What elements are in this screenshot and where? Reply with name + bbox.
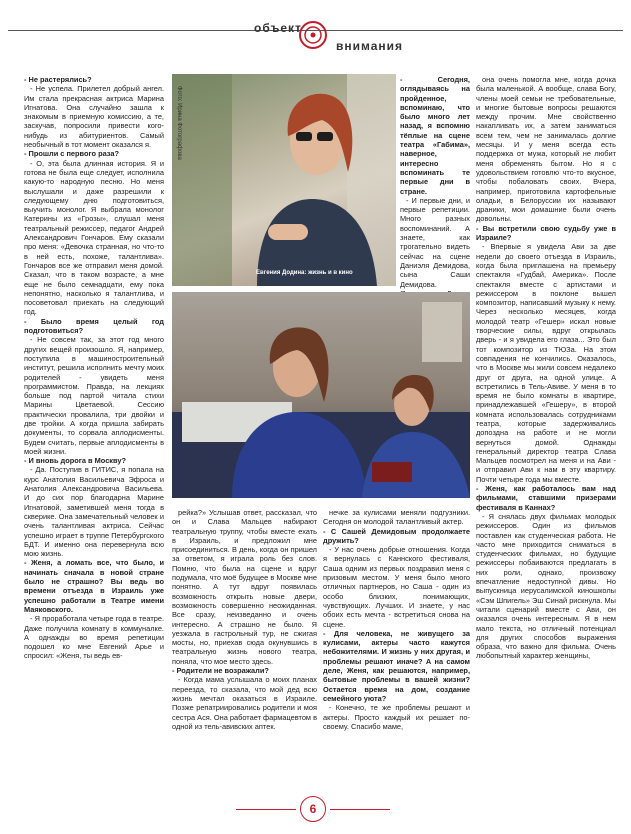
target-logo-icon (298, 20, 328, 50)
column-2-bottom (172, 508, 317, 731)
interview-question: - Прошли с первого раза? (24, 149, 119, 159)
header-word-object: объект (254, 21, 302, 35)
interview-answer: - Впервые я увидела Ави за две недели до своего отъезда в Израиль, когда была приглашена на премьеру спектакля «Гудбай, Америка». После спектакля вместе с артистами и режиссером в поклоне вышел композитор, написавший музыку к нему. Через несколько месяцев, когда молодой театр «Гешер» искал новые творческие силы, вдруг открылась дверь - и я увидела его глаза... Это был тот композитор из ТЮЗа. На этом совпадения не кончились. Оказалось, что в Москве мы жили совсем недалеко друг от друга, на одной улице. А встретились в Тель-Авиве. У меня в то время не было комнаты в квартире, принадлежавшей «Гешеру», в второй комната использовалась сотрудниками театра, которые задерживались допоздна на работе и не могли вернуться домой. Однажды генеральный директор театра Слава Мальцев посмотрел на меня и на Ави - и отправил Ави к нам в эту квартиру. Почти четыре года мы вместе. (476, 242, 616, 484)
interview-question: - Вы встретили свою судьбу уже в Израиле? (476, 223, 616, 243)
interview-question: - Для человека, не живущего за кулисами, актеры часто кажутся небожителями. И жизнь у них другая, и проблемы решают иначе? А на самом деле, Женя, как решаются, например, бытовые проблемы в вашей жизни? Остается время на дом, создание семейного уюта? (323, 628, 470, 703)
photo-sewing-workshop (172, 292, 470, 498)
interview-question: - Родители не возражали? (172, 666, 269, 676)
interview-answer: - Когда мама услышала о моих планах переезда, то сказала, что мой дед всю жизнь мечтал оказаться в Израиле. Позже репатриировались родители и моя сестра Ася. Она работает фармацевтом в одной из тель-авивских аптек. (172, 675, 317, 731)
interview-answer: она очень помогла мне, когда дочка была маленькой. А вообще, слава Богу, члены моей семьи не требовательные, и многие бытовые вопросы решаются между прочим. Мне свойственно накапливать их, а затем заниматься всем тем, чем не занималась долгие месяцы. И у меня всегда есть поддержка от мужа, который не любит меня обременять бытом. Но я с удовольствием готовлю что-то вкусное, чтобы побаловать своих. Вчера, например, приготовила картофельные оладьи, в Белоруссии их называют драники, мои домашние были очень довольны. (476, 75, 616, 224)
interview-answer: - О, эта была длинная история. Я и готова не была еще следует, исполнила какую-то народную песню. Но меня выслушали и даже разрешили к следующему дню подготовиться, выучить монолог. Я выбрала монолог Катерины из «Грозы», слушал меня театральный режиссер, педагог Андрей Александрович Гончаров. Ему сказали про меня: «Девочка странная, но что-то в ней есть, похоже, талантлива». Гончаров все же отправил меня домой. Сказал, что в таком возрасте, а мне еще не было семнадцати, ему пока непонятно, насколько я талантлива, и посоветовал приехать на следующий год. (24, 158, 164, 317)
column-4 (476, 75, 616, 661)
footer-rule-right (330, 809, 390, 810)
photo1-credit: Фото: Ирина Фотографова (176, 86, 182, 160)
photo-woman-with-sunglasses (172, 74, 396, 286)
header-word-attention: внимания (336, 39, 404, 53)
interview-question: - Сегодня, оглядываясь на пройденное, вспоминаю, что было много лет назад, я вспомню тёплые на сцене театра «Габима», наверное, интересно вспоминать те первые дни в стране. (400, 75, 470, 196)
interview-answer: - Я проработала четыре года в театре. Даже получила комнату в коммуналке. А однажды во время репетиции подошел ко мне Евгений Арье и спросил: «Женя, ты ведь ев- (24, 614, 164, 661)
interview-answer: нечке за кулисами меняли подгузники. Сегодня он молодой талантливый актер. (323, 508, 470, 527)
page-number: 6 (300, 796, 326, 822)
interview-answer: - Конечно, те же проблемы решают и актеры. Просто каждый их решает по-своему. Спасибо маме, (323, 703, 470, 731)
photo1-caption: Евгения Додина: жизнь и в кино (256, 270, 353, 276)
interview-answer: - Я снялась двух фильмах молодых режиссеров. Один из фильмов поставлен как студенческая работа. Не часто мне приходится сниматься в студенческих фильмах, но будущие режиссеры побаиваются предлагать в них роли, однако, произвожу впечатление недоступной дивы. Но выпускница иерусалимской киношколы «Сэм Шпигель» Эш Синай рискнула. Мы читали сценарий вместе с Ави, он оказался очень интересным. Я в нем мало текста, но отличный потенциал для других способов выражения образа, что важно для фильма. Очень любопытный характер женщины, (476, 511, 616, 661)
interview-question: - Женя, как работалось вам над фильмами, ставшими призерами фестиваля в Каннах? (476, 484, 616, 512)
column-3-bottom (323, 508, 470, 731)
interview-question: - Женя, а ломать все, что было, и начинать сначала в новой стране было не страшно? Вы ведь во времени отъезда в Израиль уже успешно работали в Театре имени Маяковского. (24, 558, 164, 614)
interview-answer: - Да. Поступив в ГИТИС, я попала на курс Анатолия Васильевича Эфроса и Анатолия Александровича Васильева. И до сих пор благодарна Марине Игнатовой, заметившей меня тогда в скверике. Она замечательный человек и очень талантливая актриса. Сейчас успешно играет в труппе Петербургского БДТ. И именно она перевернула всю мою жизнь. (24, 465, 164, 559)
interview-question: - Не растерялись? (24, 75, 92, 84)
interview-question: - С Сашей Демидовым продолжаете дружить? (323, 526, 470, 545)
footer-rule-left (236, 809, 296, 810)
interview-answer: - И первые дни, и первые репетиции. Много разных воспоминаний. А знаете, как трогательно видеть сейчас на сцене Даниэля Демидова, сына Саши Демидова. (400, 195, 470, 289)
page-header (0, 0, 631, 60)
interview-answer: - Не успела. Прилетел добрый ангел. Им стала прекрасная актриса Марина Игнатова. Она случайно зашла к знакомым в приемную комиссию, а те, заскучав, попросили привести кого-нибудь из абитуриентов. Самый необычный в тот момент оказался я. (24, 84, 164, 150)
interview-answer: - Не совсем так, за этот год много других вещей произошло. Я, например, поступила в машиностроительный институт, решила исполнить мечту моих родителей - увидеть меня программистом. Правда, на лекциях больше под партой читала стихи Марины Цветаевой. Сессию практически провалила, три двойки и две тройки. А когда пришла забирать документы, то сорвала аплодисменты. Будем считать, первые аплодисменты в моей жизни. (24, 335, 164, 456)
interview-question: - И вновь дорога в Москву? (24, 456, 126, 466)
column-1 (24, 75, 164, 661)
interview-question: - Было время целый год подготовиться? (24, 316, 164, 336)
interview-answer: рейка?» Услышав ответ, рассказал, что он и Слава Мальцев набирают театральную труппу, чтобы вместе ехать в Израиль, и предложил мне присоединиться. В день, когда он пришел за ответом, я играла роль без слов. Помню, что была на сцене и вдруг подумала, что моё будущее в Москве мне понятно. А тут вдруг появилась возможность открыть новые двери, возможность совершенно неожиданная. Все сразу, неизведанно и очень интересно. А страшно не было. Я уезжала в гастрольный тур, не сжигая мосты, но, приехав сюда окунувшись в театральную жизнь нового театра, поняла, что мое место здесь. (172, 508, 317, 666)
interview-answer: - У нас очень добрые отношения. Когда я вернулась с Каннского фестиваля, Саша одним из первых поздравил меня с призовым местом. У меня было много отличных партнеров, но Саша - один из особо близких, понимающих, чувствующих. Лучших. И знаете, у нас обоих есть мечта - встретиться снова на сцене. (323, 545, 470, 629)
column-2-top (400, 75, 470, 298)
